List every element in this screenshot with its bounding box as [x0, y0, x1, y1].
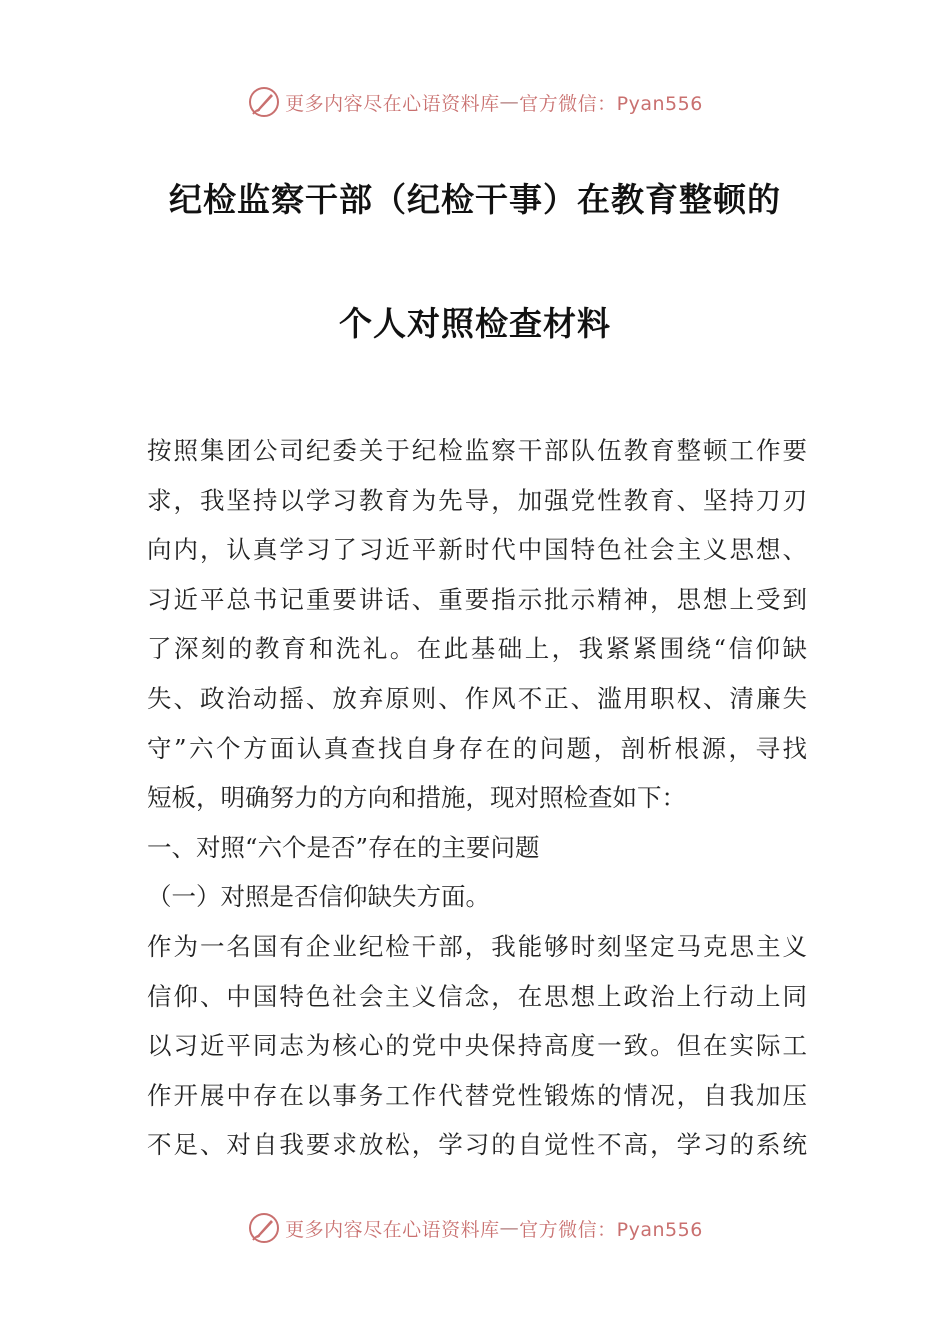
- body-line: 短板，明确努力的方向和措施，现对照检查如下：: [147, 783, 686, 813]
- document-title-line-2: 个人对照检查材料: [339, 304, 611, 343]
- header-watermark: [0, 82, 950, 122]
- watermark-separator: —: [499, 1217, 520, 1239]
- body-line: 按照集团公司纪委关于纪检监察干部队伍教育整顿工作要: [147, 436, 807, 465]
- body-line: 守”六个方面认真查找自身存在的问题，剖析根源，寻找: [147, 733, 807, 763]
- section-heading: 一、对照“六个是否”存在的主要问题: [147, 832, 540, 862]
- document-body: [147, 426, 807, 1170]
- body-line: 求，我坚持以学习教育为先导，加强党性教育、坚持刀刃: [147, 485, 807, 515]
- body-line: 向内，认真学习了习近平新时代中国特色社会主义思想、: [147, 535, 807, 565]
- body-line: 以习近平同志为核心的党中央保持高度一致。但在实际工: [147, 1031, 807, 1061]
- watermark-site-text: 更多内容尽在心语资料库: [285, 92, 500, 115]
- body-line: 了深刻的教育和洗礼。在此基础上，我紧紧围绕“信仰缺: [147, 634, 807, 664]
- subsection-heading: （一）对照是否信仰缺失方面。: [147, 882, 490, 912]
- quill-logo-icon: [247, 1211, 281, 1245]
- body-line: 作开展中存在以事务工作代替党性锻炼的情况，自我加压: [147, 1080, 807, 1110]
- document-title-line-1: 纪检监察干部（纪检干事）在教育整顿的: [169, 180, 781, 219]
- body-line: 不足、对自我要求放松，学习的自觉性不高，学习的系统: [147, 1130, 807, 1160]
- footer-watermark: [0, 1208, 950, 1248]
- quill-logo-icon: [247, 85, 281, 119]
- watermark-site-text: 更多内容尽在心语资料库: [285, 1218, 500, 1241]
- body-line: 信仰、中国特色社会主义信念，在思想上政治上行动上同: [147, 981, 807, 1011]
- body-line: 习近平总书记重要讲话、重要指示批示精神，思想上受到: [147, 584, 807, 614]
- body-line: 失、政治动摇、放弃原则、作风不正、滥用职权、清廉失: [147, 683, 807, 713]
- watermark-separator: —: [499, 91, 520, 113]
- body-line: 作为一名国有企业纪检干部，我能够时刻坚定马克思主义: [147, 931, 807, 961]
- watermark-wechat-text: 官方微信：Pyan556: [519, 92, 703, 115]
- watermark-wechat-text: 官方微信：Pyan556: [519, 1218, 703, 1241]
